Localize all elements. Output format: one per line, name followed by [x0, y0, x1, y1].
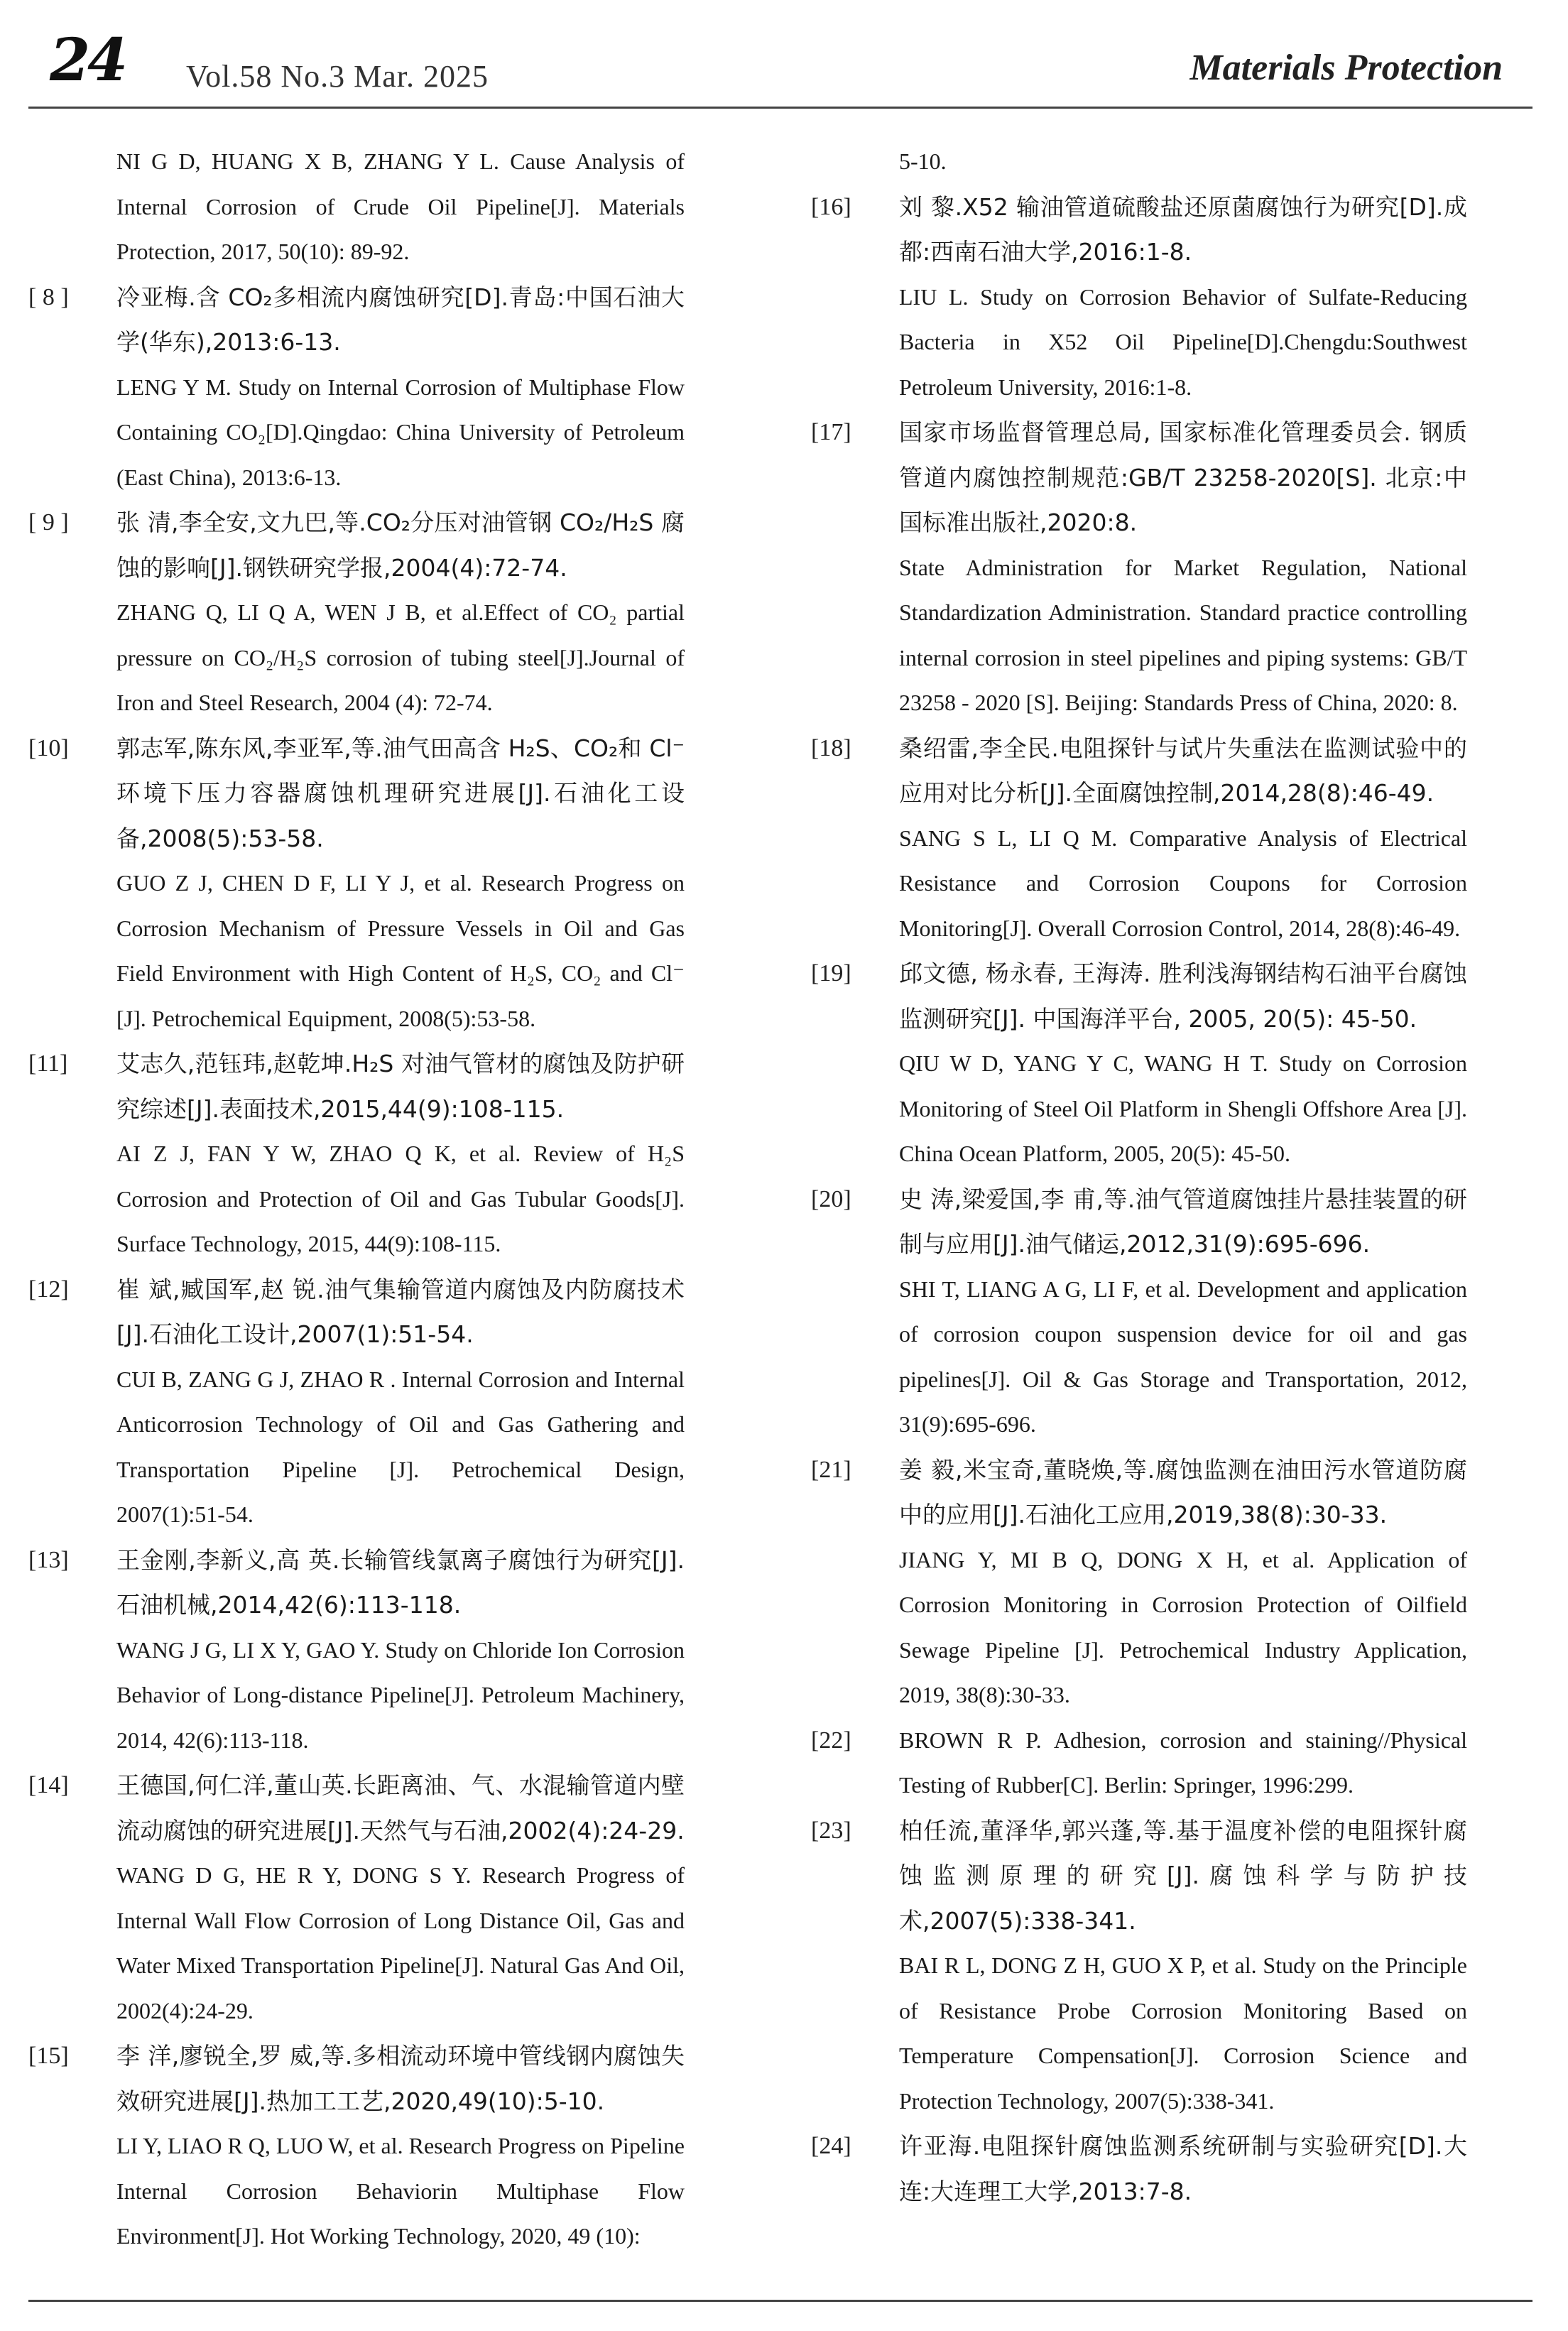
reference-entry — [28, 1267, 685, 1538]
reference-number: [22] — [811, 1727, 851, 1754]
reference-entry — [811, 410, 1467, 726]
issue-info: Vol.58 No.3 Mar. 2025 — [186, 59, 489, 94]
reference-text-zh: 王德国,何仁洋,董山英.长距离油、气、水混输管道内壁流动腐蚀的研究进展[J].天然气与石油,2002(4):24-29. — [116, 1771, 685, 1844]
reference-number: [14] — [28, 1772, 69, 1798]
reference-number: [15] — [28, 2043, 69, 2069]
reference-entry — [28, 1763, 685, 2033]
reference-number: [20] — [811, 1185, 851, 1212]
reference-entry — [811, 1808, 1467, 2124]
reference-text-en: LENG Y M. Study on Internal Corrosion of Multiphase Flow Containing CO₂[D].Qingdao: China University of Petroleum (East China), 2013:6-13. — [116, 374, 685, 490]
reference-entry — [811, 1718, 1467, 1808]
reference-entry — [811, 2124, 1467, 2214]
reference-text-en: ZHANG Q, LI Q A, WEN J B, et al.Effect of CO₂ partial pressure on CO₂/H₂S corrosion of tubing steel[J].Journal of Iron and Steel Research, 2004 (4): 72-74. — [116, 599, 685, 715]
reference-entry — [811, 951, 1467, 1177]
reference-text-en: AI Z J, FAN Y W, ZHAO Q K, et al. Review of H₂S Corrosion and Protection of Oil and Gas Tubular Goods[J]. Surface Technology, 2015, 44(9):108-115. — [116, 1141, 685, 1256]
reference-text-en: State Administration for Market Regulation, National Standardization Administration. Standard practice controlling internal corrosion in steel pipelines and piping systems: GB/T 23258 - 2020 [S]. Beijing: Standards Press of China, 2020: 8. — [899, 554, 1467, 715]
reference-number: [16] — [811, 193, 851, 220]
reference-text-en: SANG S L, LI Q M. Comparative Analysis of Electrical Resistance and Corrosion Coupons for Corrosion Monitoring[J]. Overall Corrosion Control, 2014, 28(8):46-49. — [899, 825, 1467, 941]
reference-text-zh: 姜 毅,米宝奇,董晓焕,等.腐蚀监测在油田污水管道防腐中的应用[J].石油化工应用,2019,38(8):30-33. — [899, 1455, 1467, 1528]
reference-text-en: SHI T, LIANG A G, LI F, et al. Development and application of corrosion coupon suspension device for oil and gas pipelines[J]. Oil & Gas Storage and Transportation, 2012, 31(9):695-696. — [899, 1276, 1467, 1437]
reference-number: [19] — [811, 960, 851, 987]
reference-text-en: 5-10. — [899, 148, 947, 174]
reference-text-en: CUI B, ZANG G J, ZHAO R . Internal Corrosion and Internal Anticorrosion Technology of Oil and Gas Gathering and Transportation Pipeline [J]. Petrochemical Design, 2007(1):51-54. — [116, 1366, 685, 1527]
reference-number: [23] — [811, 1817, 851, 1844]
references-left-column — [28, 139, 685, 2259]
reference-number: [18] — [811, 734, 851, 761]
header-rule — [28, 107, 1532, 109]
page-number: 24 — [50, 26, 126, 94]
reference-text-zh: 国家市场监督管理总局, 国家标准化管理委员会. 钢质管道内腐蚀控制规范:GB/T 23258-2020[S]. 北京:中国标准出版社,2020:8. — [899, 418, 1467, 536]
reference-text-zh: 刘 黎.X52 输油管道硫酸盐还原菌腐蚀行为研究[D].成都:西南石油大学,2016:1-8. — [899, 192, 1467, 266]
reference-text-en: JIANG Y, MI B Q, DONG X H, et al. Application of Corrosion Monitoring in Corrosion Protection of Oilfield Sewage Pipeline [J]. Petrochemical Industry Application, 2019, 38(8):30-33. — [899, 1546, 1467, 1707]
page-header — [0, 0, 1568, 135]
reference-number: [12] — [28, 1276, 69, 1303]
reference-number: [17] — [811, 419, 851, 445]
reference-text-en: BAI R L, DONG Z H, GUO X P, et al. Study on the Principle of Resistance Probe Corrosion Monitoring Based on Temperature Compensation[J]. Corrosion Science and Protection Technology, 2007(5):338-341. — [899, 1952, 1467, 2114]
reference-text-zh: 郭志军,陈东风,李亚军,等.油气田高含 H₂S、CO₂和 Cl⁻环境下压力容器腐蚀机理研究进展[J].石油化工设备,2008(5):53-58. — [116, 734, 685, 852]
reference-entry — [811, 1177, 1467, 1447]
reference-text-zh: 崔 斌,臧国军,赵 锐.油气集输管道内腐蚀及内防腐技术[J].石油化工设计,2007(1):51-54. — [116, 1275, 685, 1348]
reference-number: [21] — [811, 1456, 851, 1483]
reference-number: [13] — [28, 1546, 69, 1573]
reference-entry — [811, 139, 1467, 185]
reference-entry — [811, 726, 1467, 952]
reference-entry — [28, 500, 685, 726]
reference-entry — [28, 726, 685, 1042]
reference-text-zh: 艾志久,范钰玮,赵乾坤.H₂S 对油气管材的腐蚀及防护研究综述[J].表面技术,2015,44(9):108-115. — [116, 1050, 685, 1123]
reference-text-zh: 李 洋,廖锐全,罗 威,等.多相流动环境中管线钢内腐蚀失效研究进展[J].热加工工艺,2020,49(10):5-10. — [116, 2042, 685, 2115]
reference-entry — [811, 1447, 1467, 1718]
footer-rule — [28, 2300, 1532, 2302]
reference-text-en: WANG D G, HE R Y, DONG S Y. Research Progress of Internal Wall Flow Corrosion of Long Distance Oil, Gas and Water Mixed Transportation Pipeline[J]. Natural Gas And Oil, 2002(4):24-29. — [116, 1862, 685, 2023]
reference-entry — [811, 185, 1467, 411]
reference-entry — [28, 2033, 685, 2259]
reference-text-en: BROWN R P. Adhesion, corrosion and staining//Physical Testing of Rubber[C]. Berlin: Springer, 1996:299. — [899, 1727, 1467, 1798]
references-right-column — [811, 139, 1467, 2214]
reference-text-en: WANG J G, LI X Y, GAO Y. Study on Chloride Ion Corrosion Behavior of Long-distance Pipeline[J]. Petroleum Machinery, 2014, 42(6):113-118. — [116, 1636, 685, 1753]
journal-title: Materials Protection — [1189, 48, 1503, 88]
reference-number: [ 8 ] — [28, 283, 69, 310]
reference-number: [ 9 ] — [28, 509, 69, 536]
reference-text-en: GUO Z J, CHEN D F, LI Y J, et al. Research Progress on Corrosion Mechanism of Pressure Vessels in Oil and Gas Field Environment with High Content of H₂S, CO₂ and Cl⁻ [J]. Petrochemical Equipment, 2008(5):53-58. — [116, 870, 685, 1031]
reference-text-zh: 柏任流,董泽华,郭兴蓬,等.基于温度补偿的电阻探针腐蚀监测原理的研究[J].腐蚀科学与防护技术,2007(5):338-341. — [899, 1816, 1467, 1935]
reference-entry — [28, 139, 685, 275]
reference-text-zh: 史 涛,梁爱国,李 甫,等.油气管道腐蚀挂片悬挂装置的研制与应用[J].油气储运,2012,31(9):695-696. — [899, 1185, 1467, 1258]
reference-number: [10] — [28, 734, 69, 761]
reference-text-en: LI Y, LIAO R Q, LUO W, et al. Research Progress on Pipeline Internal Corrosion Behaviorin Multiphase Flow Environment[J]. Hot Working Technology, 2020, 49 (10): — [116, 2133, 685, 2249]
reference-text-zh: 桑绍雷,李全民.电阻探针与试片失重法在监测试验中的应用对比分析[J].全面腐蚀控制,2014,28(8):46-49. — [899, 734, 1467, 807]
reference-number: [24] — [811, 2133, 851, 2159]
reference-entry — [28, 1538, 685, 1764]
reference-entry — [28, 1041, 685, 1267]
reference-text-zh: 张 清,李全安,文九巴,等.CO₂分压对油管钢 CO₂/H₂S 腐蚀的影响[J].钢铁研究学报,2004(4):72-74. — [116, 509, 685, 582]
reference-text-zh: 许亚海.电阻探针腐蚀监测系统研制与实验研究[D].大连:大连理工大学,2013:7-8. — [899, 2132, 1467, 2205]
reference-text-en: QIU W D, YANG Y C, WANG H T. Study on Corrosion Monitoring of Steel Oil Platform in Shengli Offshore Area [J]. China Ocean Platform, 2005, 20(5): 45-50. — [899, 1050, 1467, 1166]
reference-number: [11] — [28, 1050, 68, 1077]
reference-text-zh: 冷亚梅.含 CO₂多相流内腐蚀研究[D].青岛:中国石油大学(华东),2013:6-13. — [116, 283, 685, 356]
reference-text-en: NI G D, HUANG X B, ZHANG Y L. Cause Analysis of Internal Corrosion of Crude Oil Pipeline[J]. Materials Protection, 2017, 50(10): 89-92. — [116, 148, 685, 264]
reference-text-zh: 邱文德, 杨永春, 王海涛. 胜利浅海钢结构石油平台腐蚀监测研究[J]. 中国海洋平台, 2005, 20(5): 45-50. — [899, 960, 1467, 1033]
reference-entry — [28, 275, 685, 501]
reference-text-zh: 王金刚,李新义,高 英.长输管线氯离子腐蚀行为研究[J].石油机械,2014,42(6):113-118. — [116, 1545, 685, 1619]
reference-text-en: LIU L. Study on Corrosion Behavior of Sulfate-Reducing Bacteria in X52 Oil Pipeline[D].Chengdu:Southwest Petroleum University, 2016:1-8. — [899, 283, 1467, 400]
